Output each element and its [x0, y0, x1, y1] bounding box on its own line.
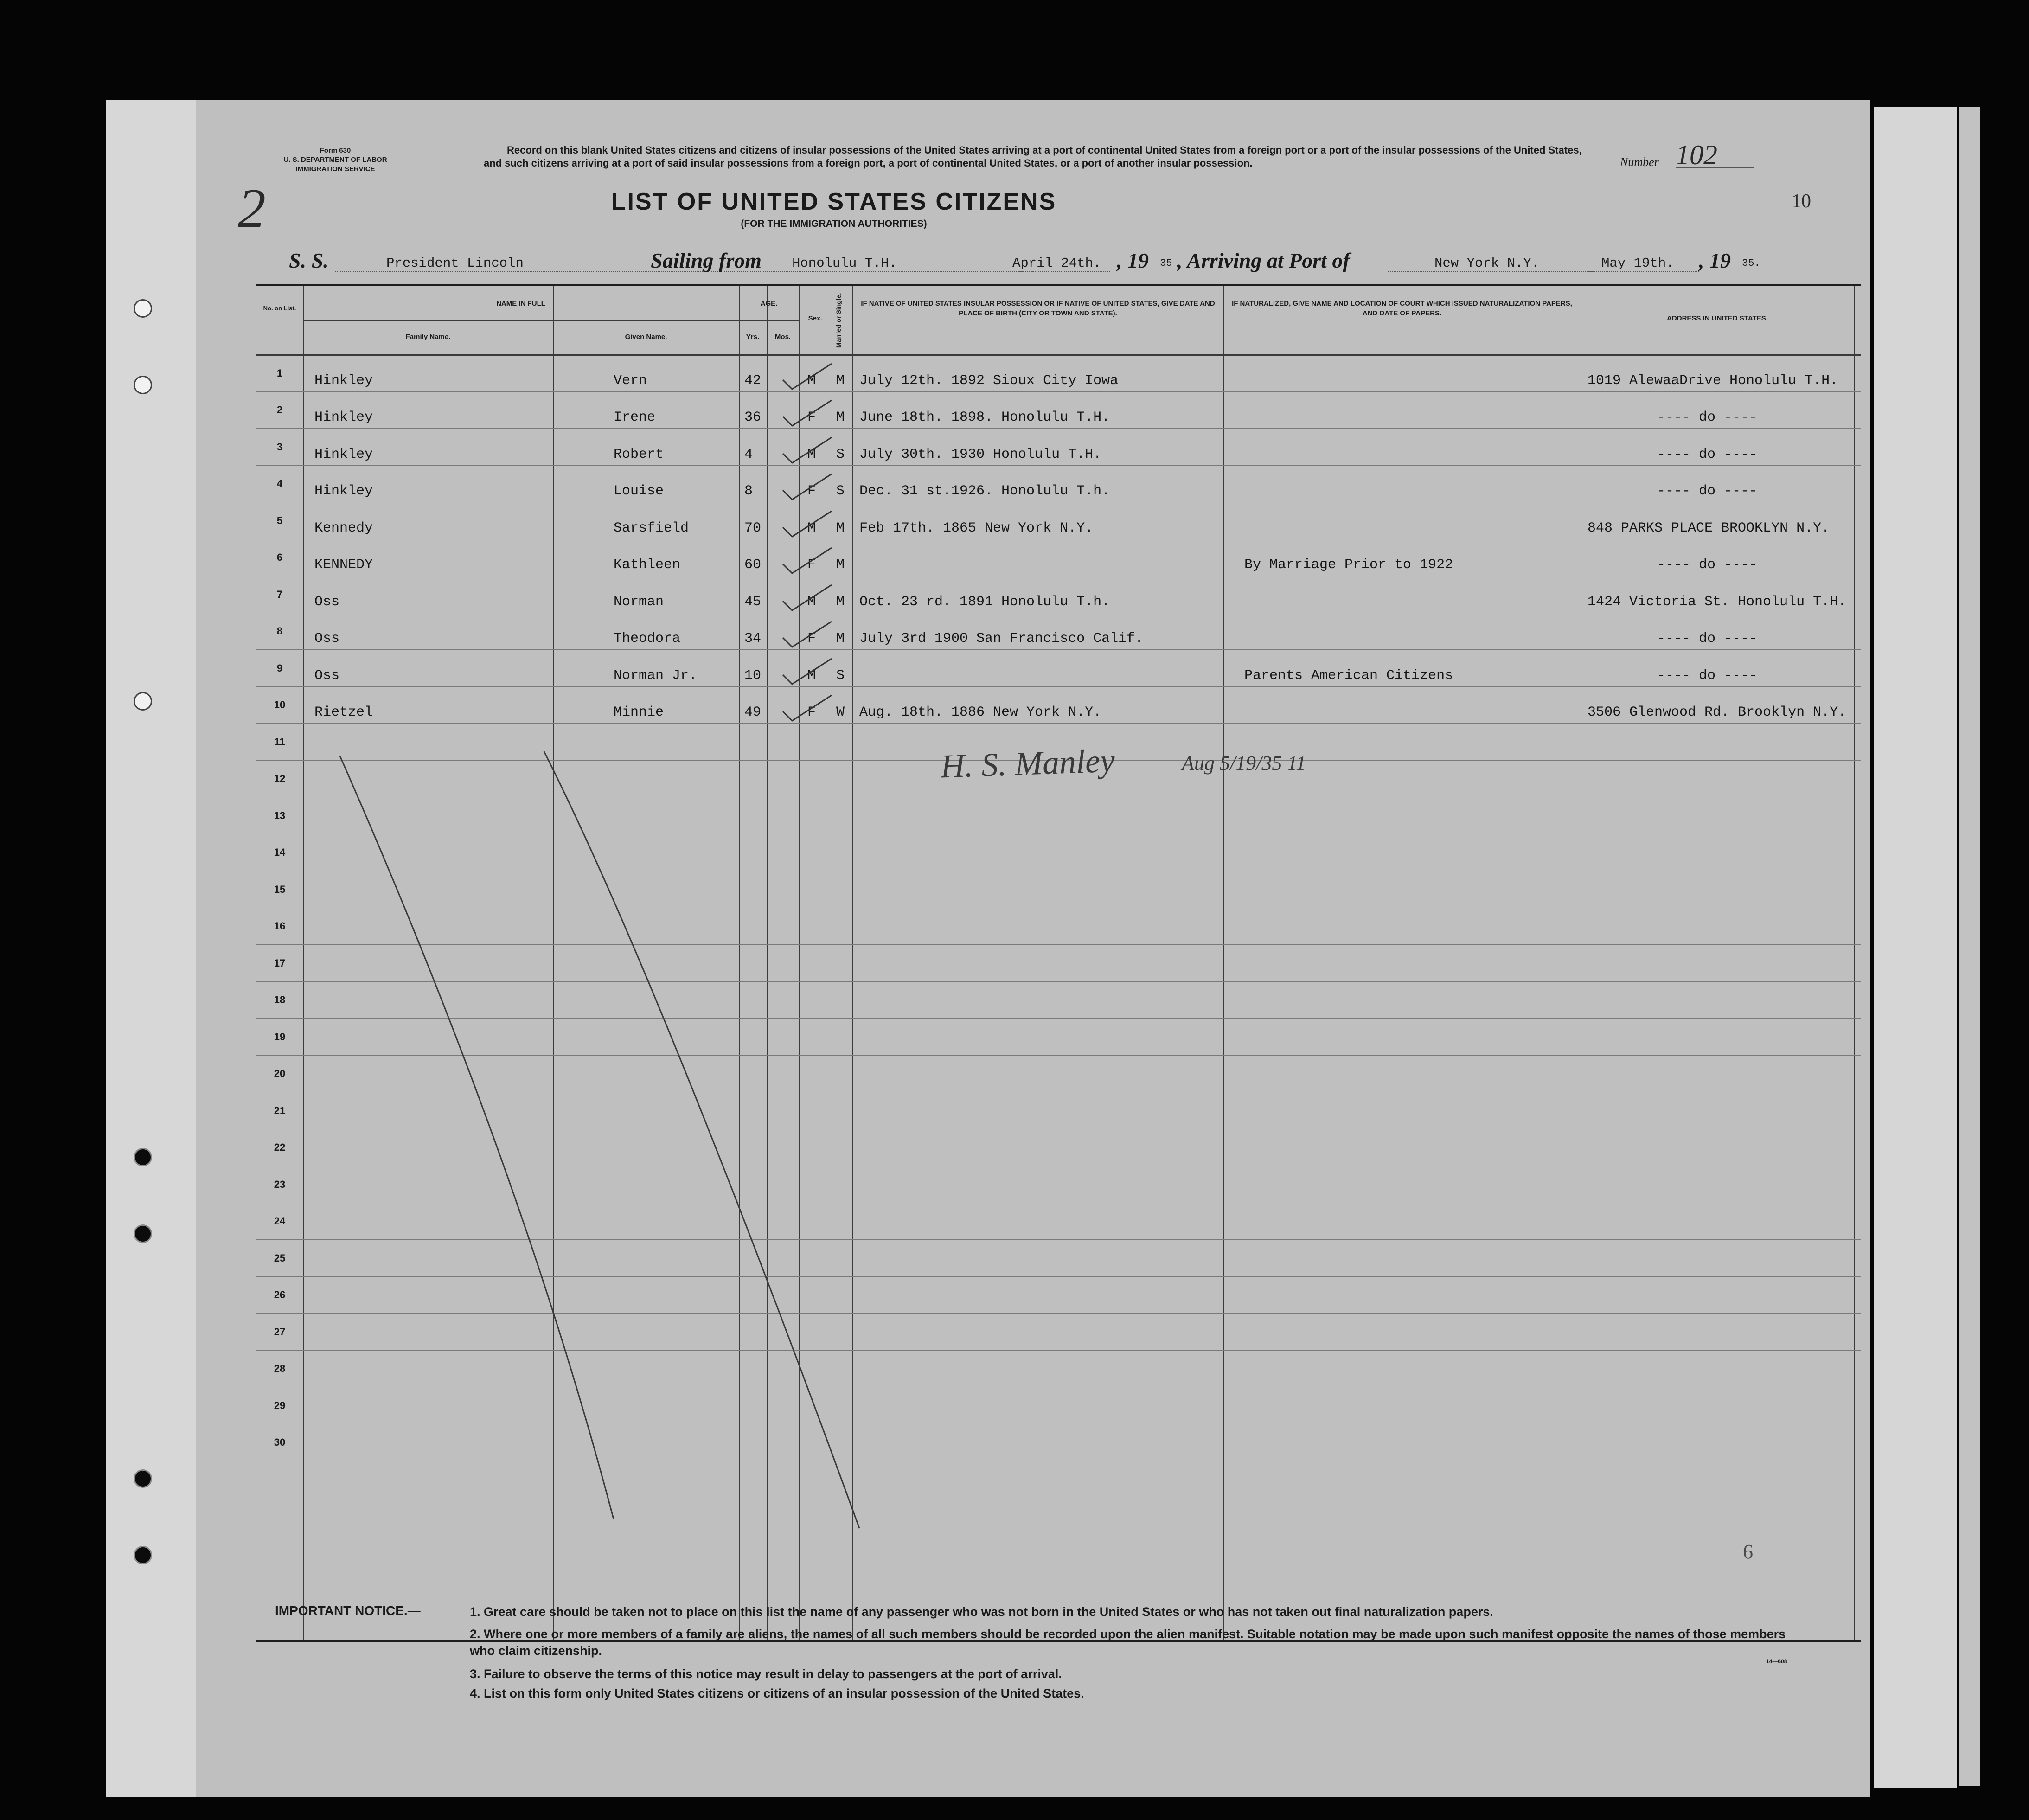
address-cell: 1424 Victoria St. Honolulu T.H. [1587, 594, 1847, 610]
row-number: 19 [274, 1031, 286, 1043]
binder-hole [134, 1546, 152, 1564]
family-name-cell: Oss [314, 594, 340, 610]
sex-cell: M [807, 372, 816, 389]
family-name-cell: Hinkley [314, 410, 373, 425]
age-years-cell: 8 [744, 483, 753, 499]
binder-strip [106, 100, 196, 1797]
row-number: 13 [274, 809, 286, 821]
handwritten-sheet-number: 10 [1792, 191, 1811, 212]
birth-info-cell: Aug. 18th. 1886 New York N.Y. [859, 705, 1102, 720]
notice-item: 2. Where one or more members of a family are aliens, the names of all such members should be recorded upon the alien manifest. Suitable notation may be made upon such manifest opposite the names of those members who claim citizenship. [470, 1627, 1786, 1658]
given-name-cell: Norman Jr. [614, 667, 698, 684]
family-name-cell: Hinkley [314, 446, 373, 462]
record-instructions: Record on this blank United States citizens and citizens of insular possessions of the United States arriving at a port of continental United States from a foreign port or a port of the insular possessions of the United States, and such citizens arriving at a port of said insular possessions from a foreign port, a port of continental United States, or a port of another insular possession. [484, 144, 1582, 169]
family-name-cell: Hinkley [314, 483, 373, 499]
row-number: 2 [276, 404, 283, 416]
age-years-cell: 42 [744, 372, 762, 389]
row-number: 4 [276, 478, 283, 489]
marital-status-cell: M [836, 372, 845, 389]
given-name-cell: Louise [614, 483, 664, 499]
col-header-address: ADDRESS IN UNITED STATES. [1667, 314, 1768, 322]
marital-status-cell: M [836, 631, 845, 647]
arrival-year: 35. [1742, 257, 1760, 269]
row-number: 8 [276, 625, 283, 637]
address-cell: ---- do ---- [1657, 667, 1758, 684]
row-number: 24 [274, 1215, 286, 1227]
sailing-label: Sailing from [651, 249, 762, 272]
page-subtitle: (FOR THE IMMIGRATION AUTHORITIES) [741, 218, 927, 229]
family-name-cell: Rietzel [314, 705, 373, 720]
row-number: 17 [274, 957, 286, 969]
row-number: 10 [274, 699, 286, 711]
family-name-cell: KENNEDY [314, 557, 373, 573]
row-number: 12 [274, 773, 286, 784]
address-cell: ---- do ---- [1657, 410, 1758, 425]
manifest-page [196, 100, 1870, 1797]
marital-status-cell: S [836, 446, 845, 462]
age-years-cell: 10 [744, 667, 762, 684]
marital-status-cell: S [836, 667, 845, 684]
sex-cell: F [807, 557, 816, 573]
given-name-cell: Minnie [614, 705, 664, 720]
col-header-no: No. on List. [263, 305, 296, 312]
arriving-label: , Arriving at Port of [1177, 249, 1350, 272]
arrival-date: May 19th. [1587, 256, 1699, 272]
given-name-cell: Norman [614, 594, 664, 610]
number-value: 102 [1676, 139, 1754, 168]
sex-cell: M [807, 446, 816, 462]
col-header-mos: Mos. [774, 333, 791, 341]
col-header-sex: Sex. [808, 314, 823, 322]
row-number: 26 [274, 1289, 286, 1301]
row-number: 21 [274, 1104, 286, 1116]
given-name-cell: Sarsfield [614, 520, 689, 536]
birth-info-cell: Dec. 31 st.1926. Honolulu T.h. [859, 483, 1110, 499]
row-number: 23 [274, 1178, 286, 1190]
col-header-age: AGE. [760, 300, 778, 308]
form-service: IMMIGRATION SERVICE [295, 165, 375, 173]
row-number: 9 [276, 662, 283, 674]
family-name-cell: Hinkley [314, 372, 373, 389]
cancellation-strokes [196, 100, 1870, 1797]
birth-info-cell: July 3rd 1900 San Francisco Calif. [859, 631, 1144, 647]
ss-label: S. S. [289, 249, 329, 272]
signature-date: Aug 5/19/35 11 [1182, 752, 1306, 775]
col-header-family: Family Name. [405, 333, 451, 341]
handwritten-six: 6 [1743, 1540, 1753, 1563]
arrival-year-prefix: , 19 [1699, 249, 1731, 272]
notice-heading: IMPORTANT NOTICE.— [275, 1603, 421, 1618]
row-number: 7 [276, 588, 283, 600]
binder-hole [134, 1148, 152, 1166]
given-name-cell: Kathleen [614, 557, 681, 573]
binder-hole [134, 1224, 152, 1243]
row-number: 14 [274, 846, 286, 858]
handwritten-page-number: 2 [238, 177, 266, 239]
sex-cell: F [807, 705, 816, 720]
right-page-edge-2 [1959, 107, 1980, 1786]
notice-item: 4. List on this form only United States citizens or citizens of an insular possession of the United States. [470, 1686, 1084, 1700]
sailing-date: April 24th. [1012, 256, 1110, 272]
col-header-yrs: Yrs. [746, 333, 760, 341]
given-name-cell: Theodora [614, 631, 681, 647]
row-number: 20 [274, 1068, 286, 1079]
row-number: 6 [276, 551, 283, 563]
address-cell: 1019 AlewaaDrive Honolulu T.H. [1587, 372, 1838, 389]
marital-status-cell: M [836, 410, 845, 425]
row-number: 27 [274, 1326, 286, 1338]
sex-cell: M [807, 520, 816, 536]
binder-hole [134, 376, 152, 394]
naturalization-cell: By Marriage Prior to 1922 [1244, 557, 1453, 573]
birth-info-cell: July 30th. 1930 Honolulu T.H. [859, 446, 1102, 462]
sex-cell: F [807, 483, 816, 499]
form-department: U. S. DEPARTMENT OF LABOR [283, 156, 387, 164]
row-number: 16 [274, 920, 286, 932]
sailing-year-prefix: , 19 [1117, 249, 1149, 272]
age-years-cell: 70 [744, 520, 762, 536]
marital-status-cell: S [836, 483, 845, 499]
sex-cell: F [807, 410, 816, 425]
age-years-cell: 34 [744, 631, 762, 647]
row-number: 15 [274, 883, 286, 895]
naturalization-cell: Parents American Citizens [1244, 667, 1453, 684]
age-years-cell: 45 [744, 594, 762, 610]
marital-status-cell: W [836, 705, 845, 720]
row-number: 28 [274, 1363, 286, 1374]
birth-info-cell: Feb 17th. 1865 New York N.Y. [859, 520, 1094, 536]
family-name-cell: Kennedy [314, 520, 373, 536]
sex-cell: M [807, 667, 816, 684]
col-header-married: Married or Single. [835, 293, 842, 348]
col-header-name: NAME IN FULL [496, 300, 545, 308]
given-name-cell: Vern [614, 372, 647, 389]
marital-status-cell: M [836, 557, 845, 573]
inspector-signature: H. S. Manley [940, 742, 1116, 785]
address-cell: ---- do ---- [1657, 483, 1758, 499]
family-name-cell: Oss [314, 631, 340, 647]
sex-cell: F [807, 631, 816, 647]
form-code: 14—608 [1766, 1658, 1787, 1665]
right-page-edge [1874, 107, 1957, 1788]
age-years-cell: 60 [744, 557, 762, 573]
col-header-birth: IF NATIVE OF UNITED STATES INSULAR POSSESSION OR IF NATIVE OF UNITED STATES, GIVE DATE AND PLACE OF BIRTH (CITY OR TOWN AND STATE). [861, 300, 1215, 317]
row-number: 1 [276, 367, 283, 379]
age-years-cell: 4 [744, 446, 753, 462]
row-number: 29 [274, 1399, 286, 1411]
address-cell: 848 PARKS PLACE BROOKLYN N.Y. [1587, 520, 1830, 536]
arrival-port: New York N.Y. [1388, 256, 1597, 272]
col-header-naturalized: IF NATURALIZED, GIVE NAME AND LOCATION OF COURT WHICH ISSUED NATURALIZATION PAPERS, AND DATE OF PAPERS. [1232, 300, 1572, 317]
col-header-given: Given Name. [625, 333, 667, 341]
sailing-port: Honolulu T.H. [778, 256, 1033, 272]
row-number: 30 [274, 1436, 286, 1448]
binder-hole [134, 1469, 152, 1488]
notice-item: 3. Failure to observe the terms of this notice may result in delay to passengers at the port of arrival. [470, 1667, 1062, 1681]
birth-info-cell: Oct. 23 rd. 1891 Honolulu T.h. [859, 594, 1110, 610]
row-number: 18 [274, 994, 286, 1006]
address-cell: ---- do ---- [1657, 446, 1758, 462]
sailing-year: 35 [1160, 257, 1172, 269]
page-title: LIST OF UNITED STATES CITIZENS [611, 188, 1057, 215]
family-name-cell: Oss [314, 667, 340, 684]
notice-item: 1. Great care should be taken not to place on this list the name of any passenger who was not born in the United States or who has not taken out final naturalization papers. [470, 1605, 1493, 1619]
row-number: 3 [276, 441, 283, 453]
address-cell: ---- do ---- [1657, 557, 1758, 573]
age-years-cell: 36 [744, 410, 762, 425]
marital-status-cell: M [836, 520, 845, 536]
binder-hole [134, 692, 152, 711]
sex-cell: M [807, 594, 816, 610]
age-years-cell: 49 [744, 705, 762, 720]
given-name-cell: Irene [614, 410, 656, 425]
marital-status-cell: M [836, 594, 845, 610]
address-cell: 3506 Glenwood Rd. Brooklyn N.Y. [1587, 705, 1847, 720]
row-number: 11 [274, 736, 285, 748]
birth-info-cell: July 12th. 1892 Sioux City Iowa [859, 372, 1119, 389]
form-number: Form 630 [320, 147, 351, 154]
row-number: 25 [274, 1252, 286, 1264]
ship-name: President Lincoln [335, 256, 883, 272]
birth-info-cell: June 18th. 1898. Honolulu T.H. [859, 410, 1110, 425]
row-number: 22 [274, 1141, 286, 1153]
given-name-cell: Robert [614, 446, 664, 462]
row-number: 5 [276, 514, 283, 526]
number-label: Number [1620, 155, 1659, 169]
address-cell: ---- do ---- [1657, 631, 1758, 647]
binder-hole [134, 299, 152, 318]
